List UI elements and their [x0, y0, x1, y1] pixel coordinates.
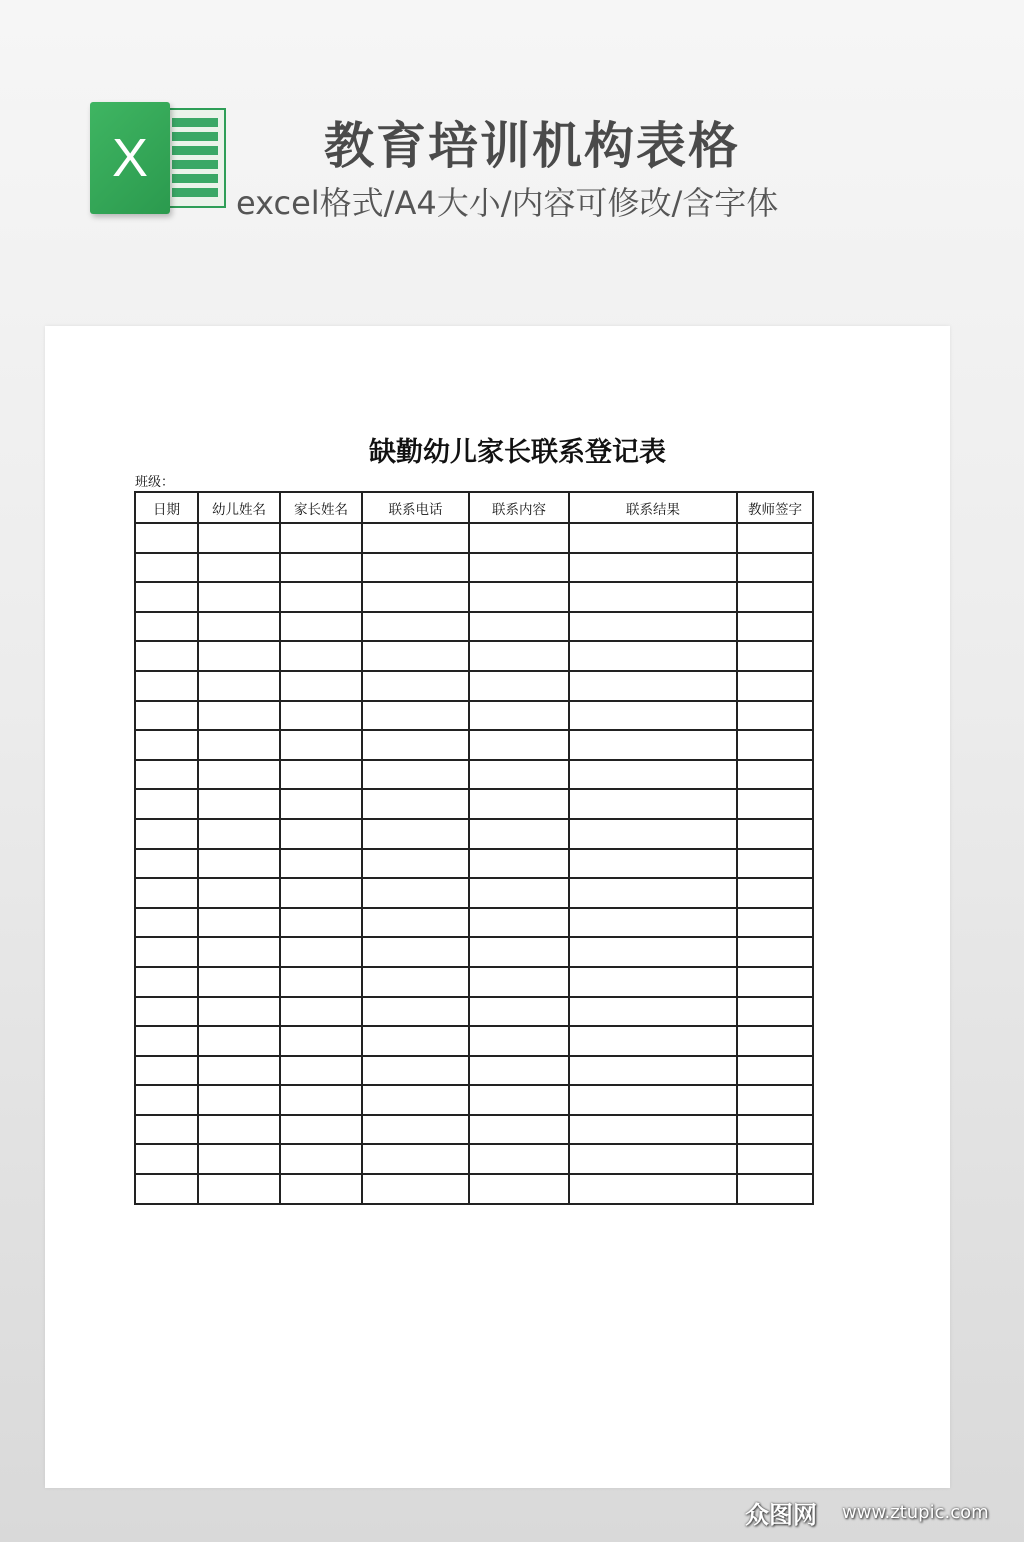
table-cell[interactable] [569, 937, 737, 967]
table-cell[interactable] [135, 641, 198, 671]
table-cell[interactable] [469, 641, 569, 671]
table-cell[interactable] [362, 641, 469, 671]
table-cell[interactable] [135, 997, 198, 1027]
table-row [135, 671, 813, 701]
table-cell[interactable] [362, 701, 469, 731]
table-cell[interactable] [569, 1115, 737, 1145]
table-cell[interactable] [198, 849, 280, 879]
table-cell[interactable] [198, 523, 280, 553]
table-cell[interactable] [280, 760, 362, 790]
table-row [135, 849, 813, 879]
table-cell[interactable] [198, 1056, 280, 1086]
table-cell[interactable] [737, 937, 813, 967]
table-cell[interactable] [569, 1085, 737, 1115]
table-cell[interactable] [469, 1144, 569, 1174]
table-cell[interactable] [280, 997, 362, 1027]
table-row [135, 730, 813, 760]
table-cell[interactable] [280, 1174, 362, 1204]
table-cell[interactable] [362, 967, 469, 997]
table-cell[interactable] [569, 997, 737, 1027]
table-cell[interactable] [469, 878, 569, 908]
table-row [135, 937, 813, 967]
table-cell[interactable] [362, 553, 469, 583]
watermark-url: www.ztupic.com [842, 1502, 989, 1523]
table-cell[interactable] [569, 1056, 737, 1086]
table-row [135, 1026, 813, 1056]
table-cell[interactable] [362, 908, 469, 938]
table-cell[interactable] [198, 1115, 280, 1145]
table-cell[interactable] [569, 849, 737, 879]
table-cell[interactable] [469, 789, 569, 819]
table-cell[interactable] [469, 1085, 569, 1115]
table-cell[interactable] [135, 1174, 198, 1204]
table-cell[interactable] [280, 671, 362, 701]
table-cell[interactable] [469, 967, 569, 997]
table-cell[interactable] [469, 937, 569, 967]
table-cell[interactable] [469, 701, 569, 731]
table-cell[interactable] [469, 1056, 569, 1086]
table-cell[interactable] [737, 641, 813, 671]
table-cell[interactable] [362, 760, 469, 790]
table-cell[interactable] [569, 878, 737, 908]
table-row [135, 819, 813, 849]
class-label: 班级： [135, 475, 175, 490]
table-cell[interactable] [362, 789, 469, 819]
table-cell[interactable] [469, 1174, 569, 1204]
table-cell[interactable] [362, 1056, 469, 1086]
table-cell[interactable] [280, 819, 362, 849]
table-cell[interactable] [198, 1085, 280, 1115]
table-cell[interactable] [737, 1085, 813, 1115]
table-cell[interactable] [469, 1115, 569, 1145]
table-cell[interactable] [469, 553, 569, 583]
table-cell[interactable] [469, 760, 569, 790]
table-cell[interactable] [469, 819, 569, 849]
table-cell[interactable] [569, 671, 737, 701]
table-cell[interactable] [198, 612, 280, 642]
table-cell[interactable] [737, 967, 813, 997]
table-cell[interactable] [737, 878, 813, 908]
table-cell[interactable] [737, 730, 813, 760]
table-cell[interactable] [198, 1026, 280, 1056]
table-cell[interactable] [135, 701, 198, 731]
table-cell[interactable] [737, 701, 813, 731]
table-row [135, 612, 813, 642]
table-cell[interactable] [198, 730, 280, 760]
table-cell[interactable] [469, 997, 569, 1027]
column-header-phone: 联系电话 [362, 492, 469, 523]
table-cell[interactable] [198, 967, 280, 997]
table-cell[interactable] [469, 671, 569, 701]
table-cell[interactable] [280, 1056, 362, 1086]
table-cell[interactable] [135, 878, 198, 908]
table-cell[interactable] [280, 849, 362, 879]
table-cell[interactable] [362, 819, 469, 849]
table-cell[interactable] [362, 997, 469, 1027]
table-cell[interactable] [198, 937, 280, 967]
table-cell[interactable] [135, 671, 198, 701]
table-cell[interactable] [280, 908, 362, 938]
column-header-child-name: 幼儿姓名 [198, 492, 280, 523]
excel-x-badge: X [90, 102, 170, 214]
table-cell[interactable] [198, 908, 280, 938]
table-cell[interactable] [469, 523, 569, 553]
table-row [135, 967, 813, 997]
table-cell[interactable] [362, 1026, 469, 1056]
table-cell[interactable] [280, 1085, 362, 1115]
table-cell[interactable] [737, 760, 813, 790]
table-cell[interactable] [198, 641, 280, 671]
table-cell[interactable] [362, 582, 469, 612]
table-cell[interactable] [198, 760, 280, 790]
table-cell[interactable] [362, 730, 469, 760]
column-header-contact-result: 联系结果 [569, 492, 737, 523]
table-cell[interactable] [280, 1144, 362, 1174]
table-cell[interactable] [737, 1174, 813, 1204]
table-cell[interactable] [198, 789, 280, 819]
table-cell[interactable] [280, 523, 362, 553]
table-cell[interactable] [737, 671, 813, 701]
table-row [135, 582, 813, 612]
table-cell[interactable] [569, 701, 737, 731]
table-cell[interactable] [280, 937, 362, 967]
table-cell[interactable] [569, 967, 737, 997]
table-cell[interactable] [469, 1026, 569, 1056]
table-cell[interactable] [198, 553, 280, 583]
banner-title: 教育培训机构表格 [324, 117, 740, 175]
column-header-parent-name: 家长姓名 [280, 492, 362, 523]
table-header-row [135, 492, 813, 523]
table-row [135, 1056, 813, 1086]
table-cell[interactable] [737, 1115, 813, 1145]
table-cell[interactable] [280, 967, 362, 997]
table-cell[interactable] [737, 523, 813, 553]
table-cell[interactable] [198, 1174, 280, 1204]
table-cell[interactable] [362, 1174, 469, 1204]
table-row [135, 1174, 813, 1204]
table-row [135, 1115, 813, 1145]
table-cell[interactable] [135, 819, 198, 849]
table-cell[interactable] [569, 1144, 737, 1174]
table-row [135, 641, 813, 671]
table-cell[interactable] [198, 997, 280, 1027]
table-cell[interactable] [569, 789, 737, 819]
table-cell[interactable] [280, 701, 362, 731]
table-cell[interactable] [362, 523, 469, 553]
table-cell[interactable] [737, 582, 813, 612]
table-cell[interactable] [569, 612, 737, 642]
column-header-teacher-signature: 教师签字 [737, 492, 813, 523]
table-row [135, 997, 813, 1027]
table-row [135, 908, 813, 938]
table-cell[interactable] [737, 789, 813, 819]
watermark-brand: 众图网 [745, 1501, 817, 1529]
table-cell[interactable] [569, 1026, 737, 1056]
table-cell[interactable] [135, 937, 198, 967]
table-cell[interactable] [135, 553, 198, 583]
table-cell[interactable] [280, 553, 362, 583]
table-cell[interactable] [569, 641, 737, 671]
table-cell[interactable] [569, 553, 737, 583]
table-row [135, 789, 813, 819]
table-row [135, 701, 813, 731]
table-row [135, 553, 813, 583]
table-cell[interactable] [280, 878, 362, 908]
table-cell[interactable] [737, 1056, 813, 1086]
table-cell[interactable] [198, 819, 280, 849]
table-cell[interactable] [135, 789, 198, 819]
table-row [135, 760, 813, 790]
document-page [45, 326, 950, 1488]
table-cell[interactable] [280, 612, 362, 642]
table-row [135, 878, 813, 908]
table-cell[interactable] [198, 582, 280, 612]
table-cell[interactable] [135, 730, 198, 760]
table-body [135, 523, 813, 1204]
table-cell[interactable] [135, 849, 198, 879]
table-cell[interactable] [737, 819, 813, 849]
table-cell[interactable] [362, 1085, 469, 1115]
table-cell[interactable] [737, 997, 813, 1027]
table-cell[interactable] [469, 612, 569, 642]
table-cell[interactable] [569, 523, 737, 553]
table-cell[interactable] [362, 878, 469, 908]
table-cell[interactable] [469, 849, 569, 879]
table-cell[interactable] [280, 789, 362, 819]
table-cell[interactable] [280, 1026, 362, 1056]
table-cell[interactable] [135, 1026, 198, 1056]
table-cell[interactable] [737, 612, 813, 642]
banner-subtitle: excel格式/A4大小/内容可修改/含字体 [236, 184, 779, 222]
table-cell[interactable] [135, 523, 198, 553]
table-cell[interactable] [280, 641, 362, 671]
table-cell[interactable] [569, 582, 737, 612]
table-cell[interactable] [469, 730, 569, 760]
table-cell[interactable] [362, 1144, 469, 1174]
table-cell[interactable] [737, 553, 813, 583]
table-row [135, 1085, 813, 1115]
table-cell[interactable] [280, 582, 362, 612]
document-title: 缺勤幼儿家长联系登记表 [369, 437, 666, 468]
table-row [135, 1144, 813, 1174]
table-cell[interactable] [569, 819, 737, 849]
table-cell[interactable] [135, 760, 198, 790]
table-cell[interactable] [135, 612, 198, 642]
table-cell[interactable] [469, 582, 569, 612]
table-cell[interactable] [135, 967, 198, 997]
table-cell[interactable] [569, 760, 737, 790]
table-cell[interactable] [135, 908, 198, 938]
table-cell[interactable] [737, 1144, 813, 1174]
table-cell[interactable] [362, 849, 469, 879]
table-cell[interactable] [135, 1085, 198, 1115]
table-cell[interactable] [362, 612, 469, 642]
column-header-contact-content: 联系内容 [469, 492, 569, 523]
table-cell[interactable] [135, 1056, 198, 1086]
table-cell[interactable] [362, 671, 469, 701]
table-cell[interactable] [569, 730, 737, 760]
table-cell[interactable] [135, 582, 198, 612]
table-cell[interactable] [135, 1144, 198, 1174]
table-cell[interactable] [198, 701, 280, 731]
table-cell[interactable] [737, 1026, 813, 1056]
table-cell[interactable] [198, 878, 280, 908]
table-cell[interactable] [280, 730, 362, 760]
table-cell[interactable] [737, 908, 813, 938]
table-cell[interactable] [569, 1174, 737, 1204]
register-table [134, 491, 814, 1205]
table-cell[interactable] [198, 1144, 280, 1174]
table-cell[interactable] [362, 937, 469, 967]
table-row [135, 523, 813, 553]
table-cell[interactable] [569, 908, 737, 938]
table-cell[interactable] [280, 1115, 362, 1145]
table-cell[interactable] [135, 1115, 198, 1145]
table-cell[interactable] [737, 849, 813, 879]
table-cell[interactable] [362, 1115, 469, 1145]
excel-logo-icon [90, 102, 226, 214]
table-cell[interactable] [198, 671, 280, 701]
column-header-date: 日期 [135, 492, 198, 523]
table-cell[interactable] [469, 908, 569, 938]
